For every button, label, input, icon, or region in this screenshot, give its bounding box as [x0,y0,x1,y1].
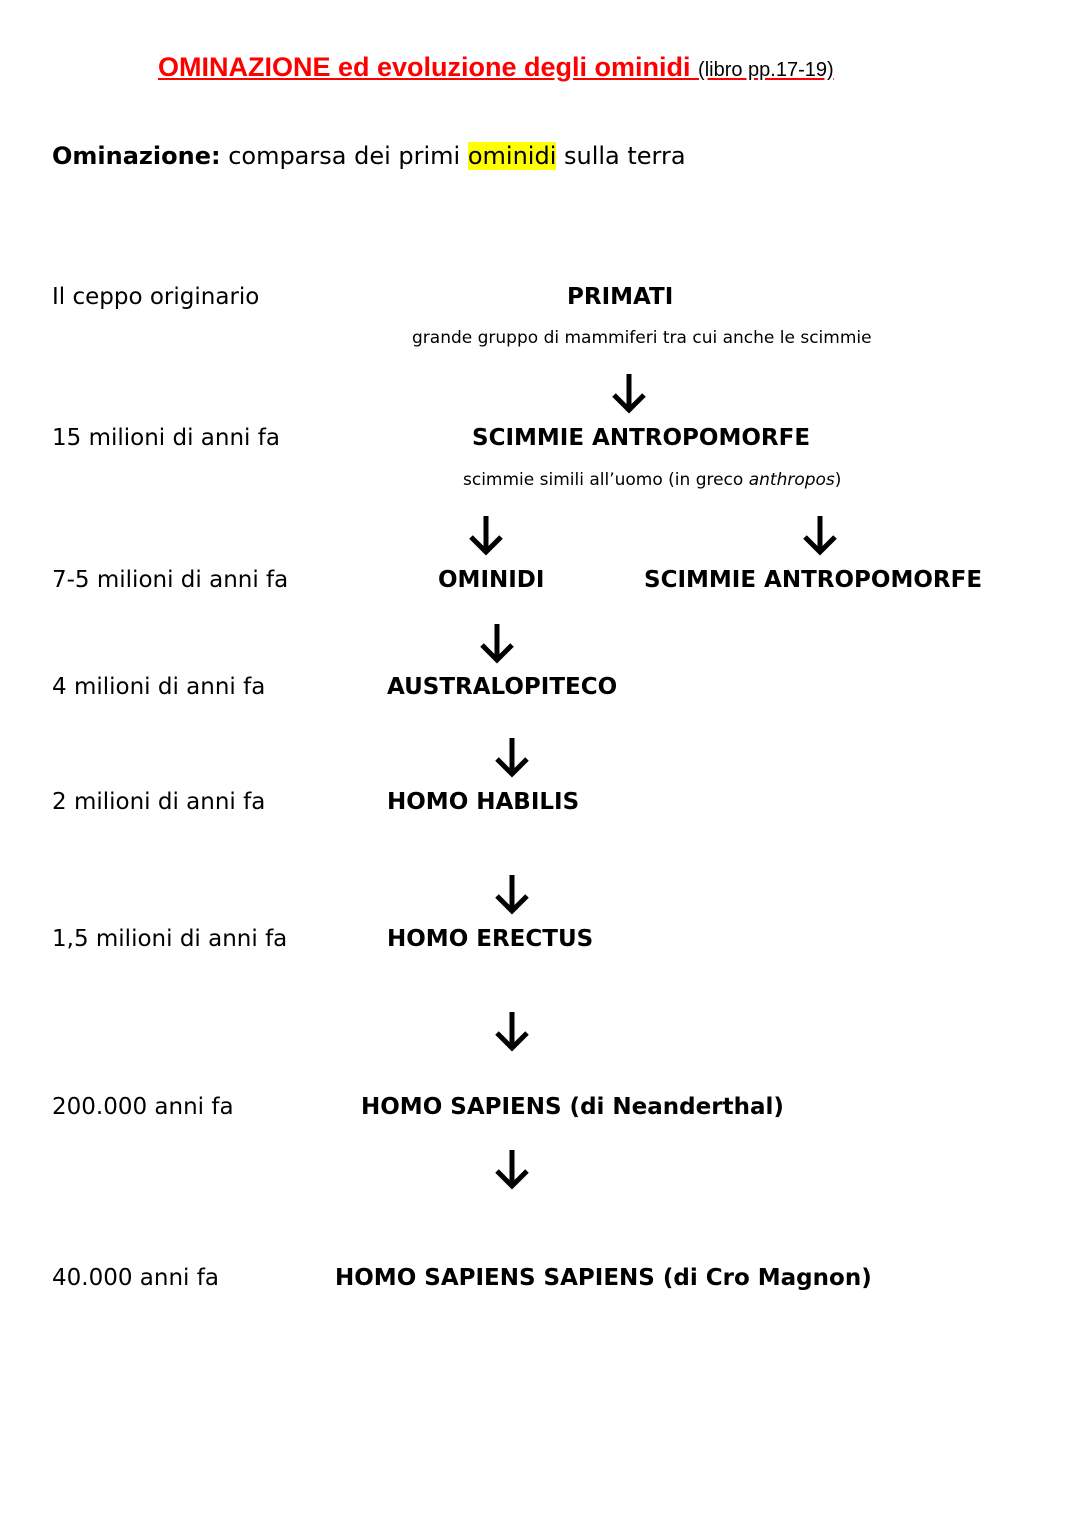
highlighted-word: ominidi [467,142,557,170]
note-text: scimmie simili all’uomo (in greco [463,470,749,490]
note-italic: anthropos [748,470,835,490]
node-note: grande gruppo di mammiferi tra cui anche le scimmie [412,328,872,348]
node-note [463,469,841,491]
arrow-down-icon [610,371,648,415]
arrow-down-icon [493,872,531,916]
arrow-down-icon [478,621,516,665]
arrow-down-icon [467,513,505,557]
document-title [158,52,834,83]
node-ominidi: OMINIDI [438,567,545,593]
time-label: 15 milioni di anni fa [52,425,280,451]
arrow-down-icon [493,1009,531,1053]
arrow-down-icon [493,1147,531,1191]
node-primati: PRIMATI [567,284,674,310]
time-label: 4 milioni di anni fa [52,674,266,700]
node-homo-erectus: HOMO ERECTUS [387,926,594,952]
note-text-end: ) [834,470,842,490]
title-main: OMINAZIONE ed evoluzione degli ominidi [158,52,699,82]
node-homo-habilis: HOMO HABILIS [387,789,580,815]
time-label: 40.000 anni fa [52,1265,219,1291]
arrow-down-icon [493,735,531,779]
node-scimmie-antropomorfe: SCIMMIE ANTROPOMORFE [472,425,811,451]
time-label: Il ceppo originario [52,284,260,310]
node-australopiteco: AUSTRALOPITECO [387,674,618,700]
node-scimmie-branch: SCIMMIE ANTROPOMORFE [644,567,983,593]
arrow-down-icon [801,513,839,557]
node-homo-sapiens: HOMO SAPIENS (di Neanderthal) [361,1094,784,1120]
time-label: 1,5 milioni di anni fa [52,926,288,952]
node-homo-sapiens-sapiens: HOMO SAPIENS SAPIENS (di Cro Magnon) [335,1265,872,1291]
definition [52,142,686,170]
title-reference: (libro pp.17-19) [698,59,834,81]
time-label: 7-5 milioni di anni fa [52,567,289,593]
definition-term: Ominazione: [52,142,221,170]
definition-text-end: sulla terra [556,142,686,170]
time-label: 200.000 anni fa [52,1094,234,1120]
definition-text: comparsa dei primi [220,142,468,170]
time-label: 2 milioni di anni fa [52,789,266,815]
